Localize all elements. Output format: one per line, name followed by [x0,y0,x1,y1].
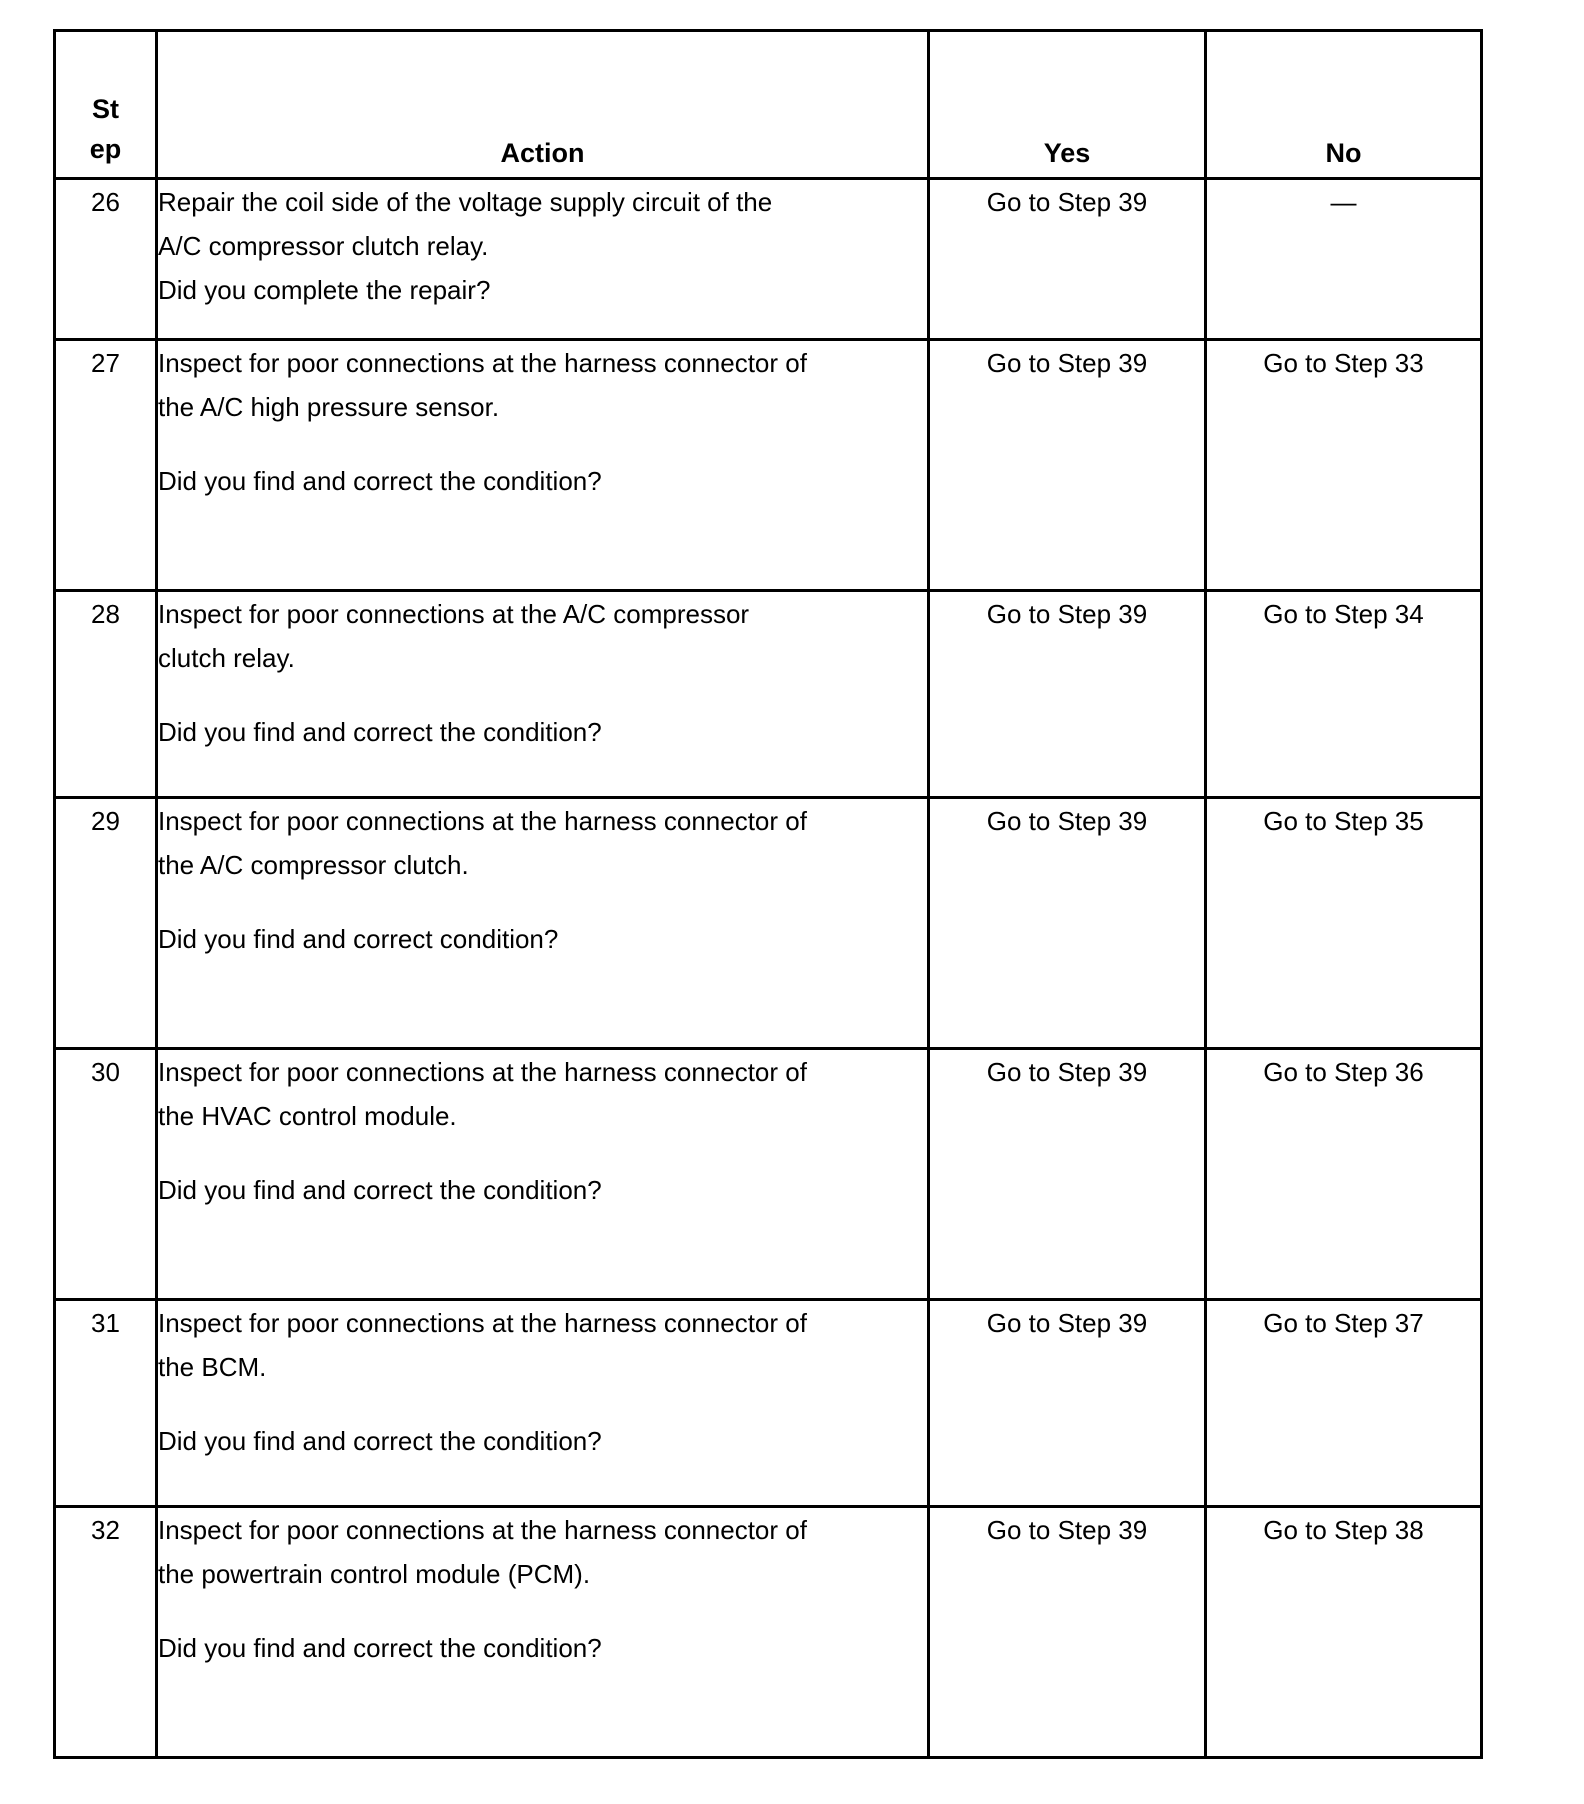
table-row [55,1300,1482,1507]
table-row [55,591,1482,798]
yes-outcome: Go to Step 39 [929,798,1206,1049]
action-text: Inspect for poor connections at the harness connector of [158,348,807,378]
yes-outcome: Go to Step 39 [929,591,1206,798]
step-number: 27 [55,340,157,591]
no-outcome: Go to Step 37 [1206,1300,1482,1507]
action-question: Did you find and correct the condition? [158,717,602,747]
action-text: clutch relay. [158,643,295,673]
action-question: Did you find and correct the condition? [158,1633,602,1663]
table-row [55,798,1482,1049]
action-cell [157,1049,929,1300]
table-row [55,340,1482,591]
step-number: 29 [55,798,157,1049]
step-number: 30 [55,1049,157,1300]
action-text: Inspect for poor connections at the harness connector of [158,1057,807,1087]
no-outcome: Go to Step 36 [1206,1049,1482,1300]
action-text: the A/C compressor clutch. [158,850,469,880]
action-cell [157,179,929,340]
action-text: Inspect for poor connections at the harness connector of [158,806,807,836]
action-question: Did you find and correct condition? [158,924,559,954]
action-text: the powertrain control module (PCM). [158,1559,591,1589]
action-text: Inspect for poor connections at the A/C compressor [158,599,750,629]
no-outcome: Go to Step 34 [1206,591,1482,798]
step-number: 31 [55,1300,157,1507]
action-question: Did you find and correct the condition? [158,1426,602,1456]
action-cell [157,340,929,591]
header-step-line2: ep [89,134,122,164]
action-text: the BCM. [158,1352,267,1382]
table-row [55,1049,1482,1300]
step-number: 28 [55,591,157,798]
yes-outcome: Go to Step 39 [929,340,1206,591]
action-text: Inspect for poor connections at the harness connector of [158,1515,807,1545]
no-outcome: Go to Step 38 [1206,1507,1482,1758]
action-cell [157,591,929,798]
action-cell [157,798,929,1049]
action-text: the A/C high pressure sensor. [158,392,500,422]
header-no: No [1206,31,1482,179]
action-question: Did you find and correct the condition? [158,1175,602,1205]
action-text: the HVAC control module. [158,1101,457,1131]
action-question: Did you find and correct the condition? [158,466,602,496]
action-text: Inspect for poor connections at the harness connector of [158,1308,807,1338]
action-cell [157,1507,929,1758]
action-cell [157,1300,929,1507]
table-header-row [55,31,1482,179]
step-number: 32 [55,1507,157,1758]
table-row [55,1507,1482,1758]
no-outcome: Go to Step 35 [1206,798,1482,1049]
no-outcome: — [1206,179,1482,340]
diagnostic-steps-table [53,29,1483,1759]
header-yes: Yes [929,31,1206,179]
header-step-line1: St [92,94,119,124]
step-number: 26 [55,179,157,340]
action-question: Did you complete the repair? [158,275,491,305]
yes-outcome: Go to Step 39 [929,179,1206,340]
yes-outcome: Go to Step 39 [929,1049,1206,1300]
yes-outcome: Go to Step 39 [929,1300,1206,1507]
no-outcome: Go to Step 33 [1206,340,1482,591]
yes-outcome: Go to Step 39 [929,1507,1206,1758]
header-step [55,31,157,179]
action-text: Repair the coil side of the voltage supply circuit of the [158,187,773,217]
header-action: Action [157,31,929,179]
action-text: A/C compressor clutch relay. [158,231,489,261]
table-row [55,179,1482,340]
